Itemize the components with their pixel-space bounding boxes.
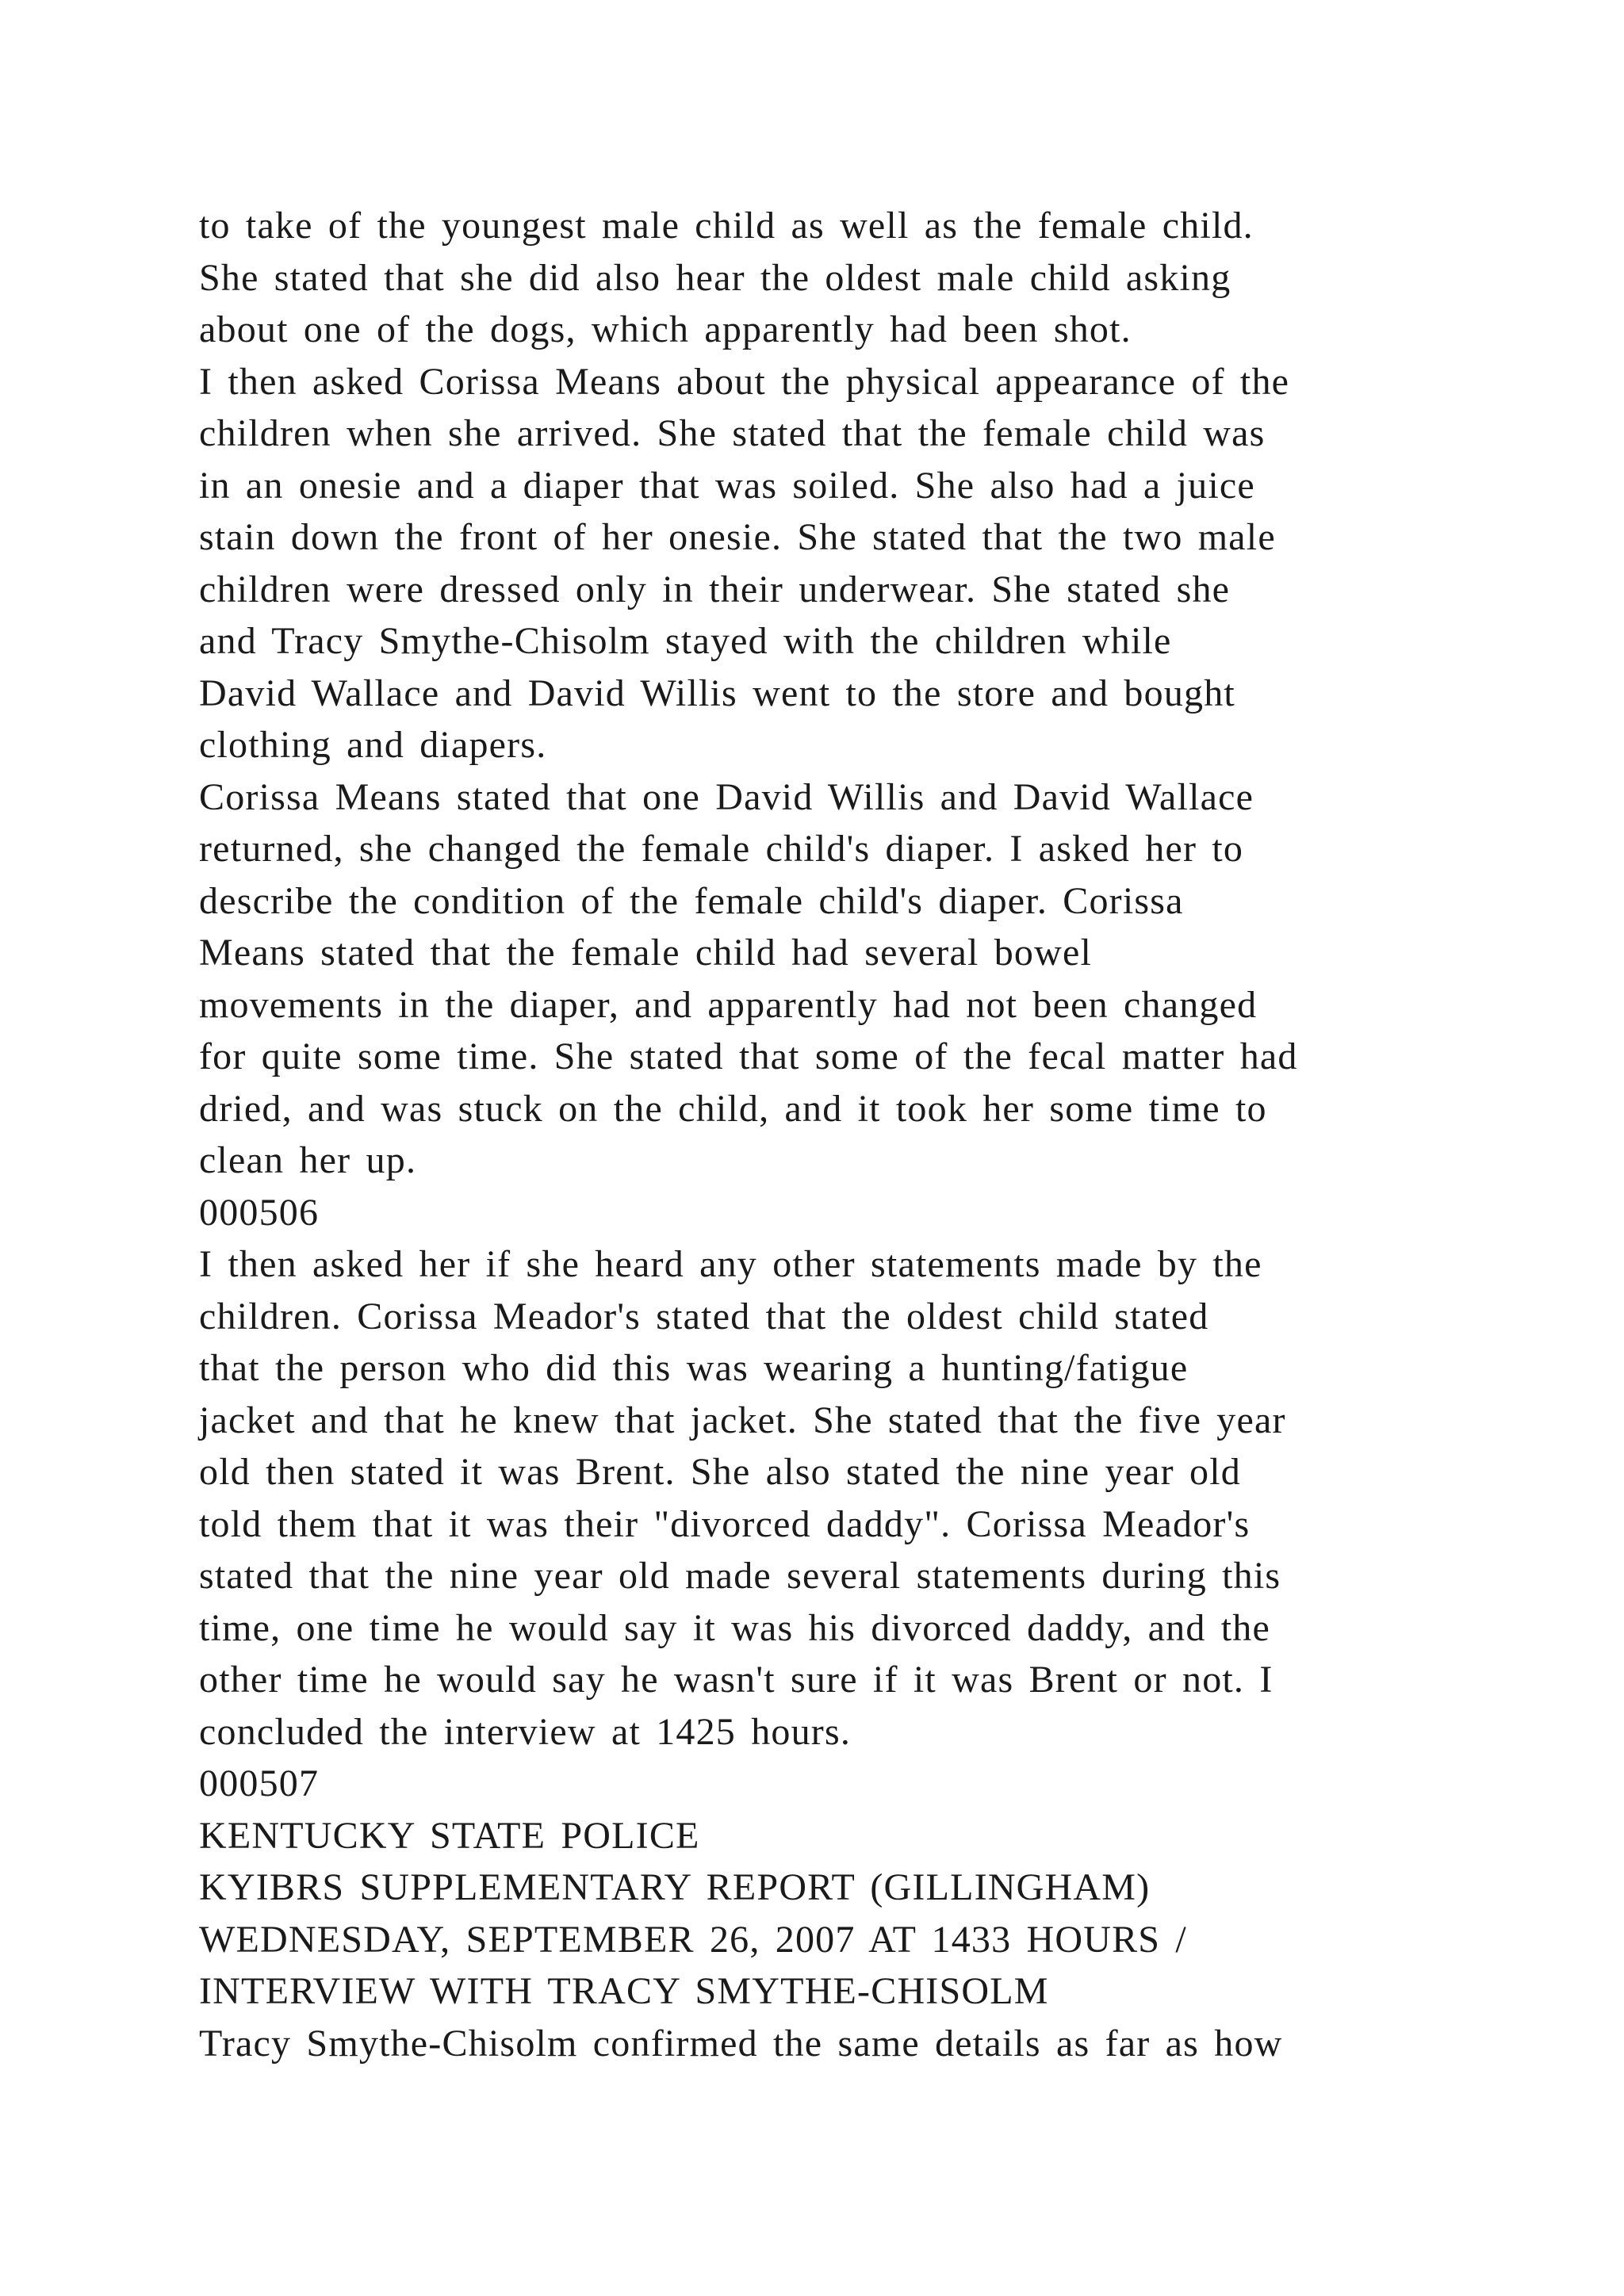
text-line: David Wallace and David Willis went to the store and bought xyxy=(199,672,1235,714)
text-line: for quite some time. She stated that some of the fecal matter had xyxy=(199,1035,1298,1077)
text-line: She stated that she did also hear the oldest male child asking xyxy=(199,256,1231,299)
text-line: KYIBRS SUPPLEMENTARY REPORT (GILLINGHAM) xyxy=(199,1866,1151,1908)
text-line: WEDNESDAY, SEPTEMBER 26, 2007 AT 1433 HOURS / xyxy=(199,1918,1187,1961)
text-line: 000506 xyxy=(199,1191,320,1234)
text-line: about one of the dogs, which apparently had been shot. xyxy=(199,308,1132,350)
text-line: children were dressed only in their underwear. She stated she xyxy=(199,568,1231,610)
text-line: movements in the diaper, and apparently had not been changed xyxy=(199,983,1258,1026)
text-line: children when she arrived. She stated that the female child was xyxy=(199,412,1266,454)
text-line: Means stated that the female child had several bowel xyxy=(199,932,1093,974)
text-line: describe the condition of the female child's diaper. Corissa xyxy=(199,879,1184,922)
text-line: Corissa Means stated that one David Willis and David Wallace xyxy=(199,775,1254,818)
text-line: stated that the nine year old made several statements during this xyxy=(199,1555,1281,1597)
text-line: that the person who did this was wearing a hunting/fatigue xyxy=(199,1347,1189,1389)
text-line: other time he would say he wasn't sure if it was Brent or not. I xyxy=(199,1659,1274,1701)
text-line: jacket and that he knew that jacket. She stated that the five year xyxy=(199,1399,1286,1441)
text-line: clothing and diapers. xyxy=(199,724,547,766)
text-line: Tracy Smythe-Chisolm confirmed the same details as far as how xyxy=(199,2022,1283,2064)
text-line: and Tracy Smythe-Chisolm stayed with the children while xyxy=(199,620,1172,662)
text-line: clean her up. xyxy=(199,1139,417,1181)
text-line: 000507 xyxy=(199,1762,320,1804)
text-line: returned, she changed the female child's diaper. I asked her to xyxy=(199,828,1244,870)
text-line: in an onesie and a diaper that was soiled. She also had a juice xyxy=(199,464,1255,507)
text-line: dried, and was stuck on the child, and it took her some time to xyxy=(199,1087,1267,1130)
text-line: stain down the front of her onesie. She stated that the two male xyxy=(199,516,1276,558)
text-line: INTERVIEW WITH TRACY SMYTHE-CHISOLM xyxy=(199,1970,1049,2012)
text-line: time, one time he would say it was his divorced daddy, and the xyxy=(199,1606,1271,1649)
text-line: I then asked Corissa Means about the physical appearance of the xyxy=(199,360,1290,403)
text-line: old then stated it was Brent. She also stated the nine year old xyxy=(199,1451,1241,1493)
text-line: KENTUCKY STATE POLICE xyxy=(199,1814,700,1857)
text-line: children. Corissa Meador's stated that the oldest child stated xyxy=(199,1295,1209,1337)
text-line: to take of the youngest male child as well as the female child. xyxy=(199,205,1254,247)
text-line: I then asked her if she heard any other statements made by the xyxy=(199,1243,1262,1285)
document-text xyxy=(199,200,1452,2069)
text-line: told them that it was their "divorced daddy". Corissa Meador's xyxy=(199,1502,1251,1545)
text-line: concluded the interview at 1425 hours. xyxy=(199,1710,852,1753)
